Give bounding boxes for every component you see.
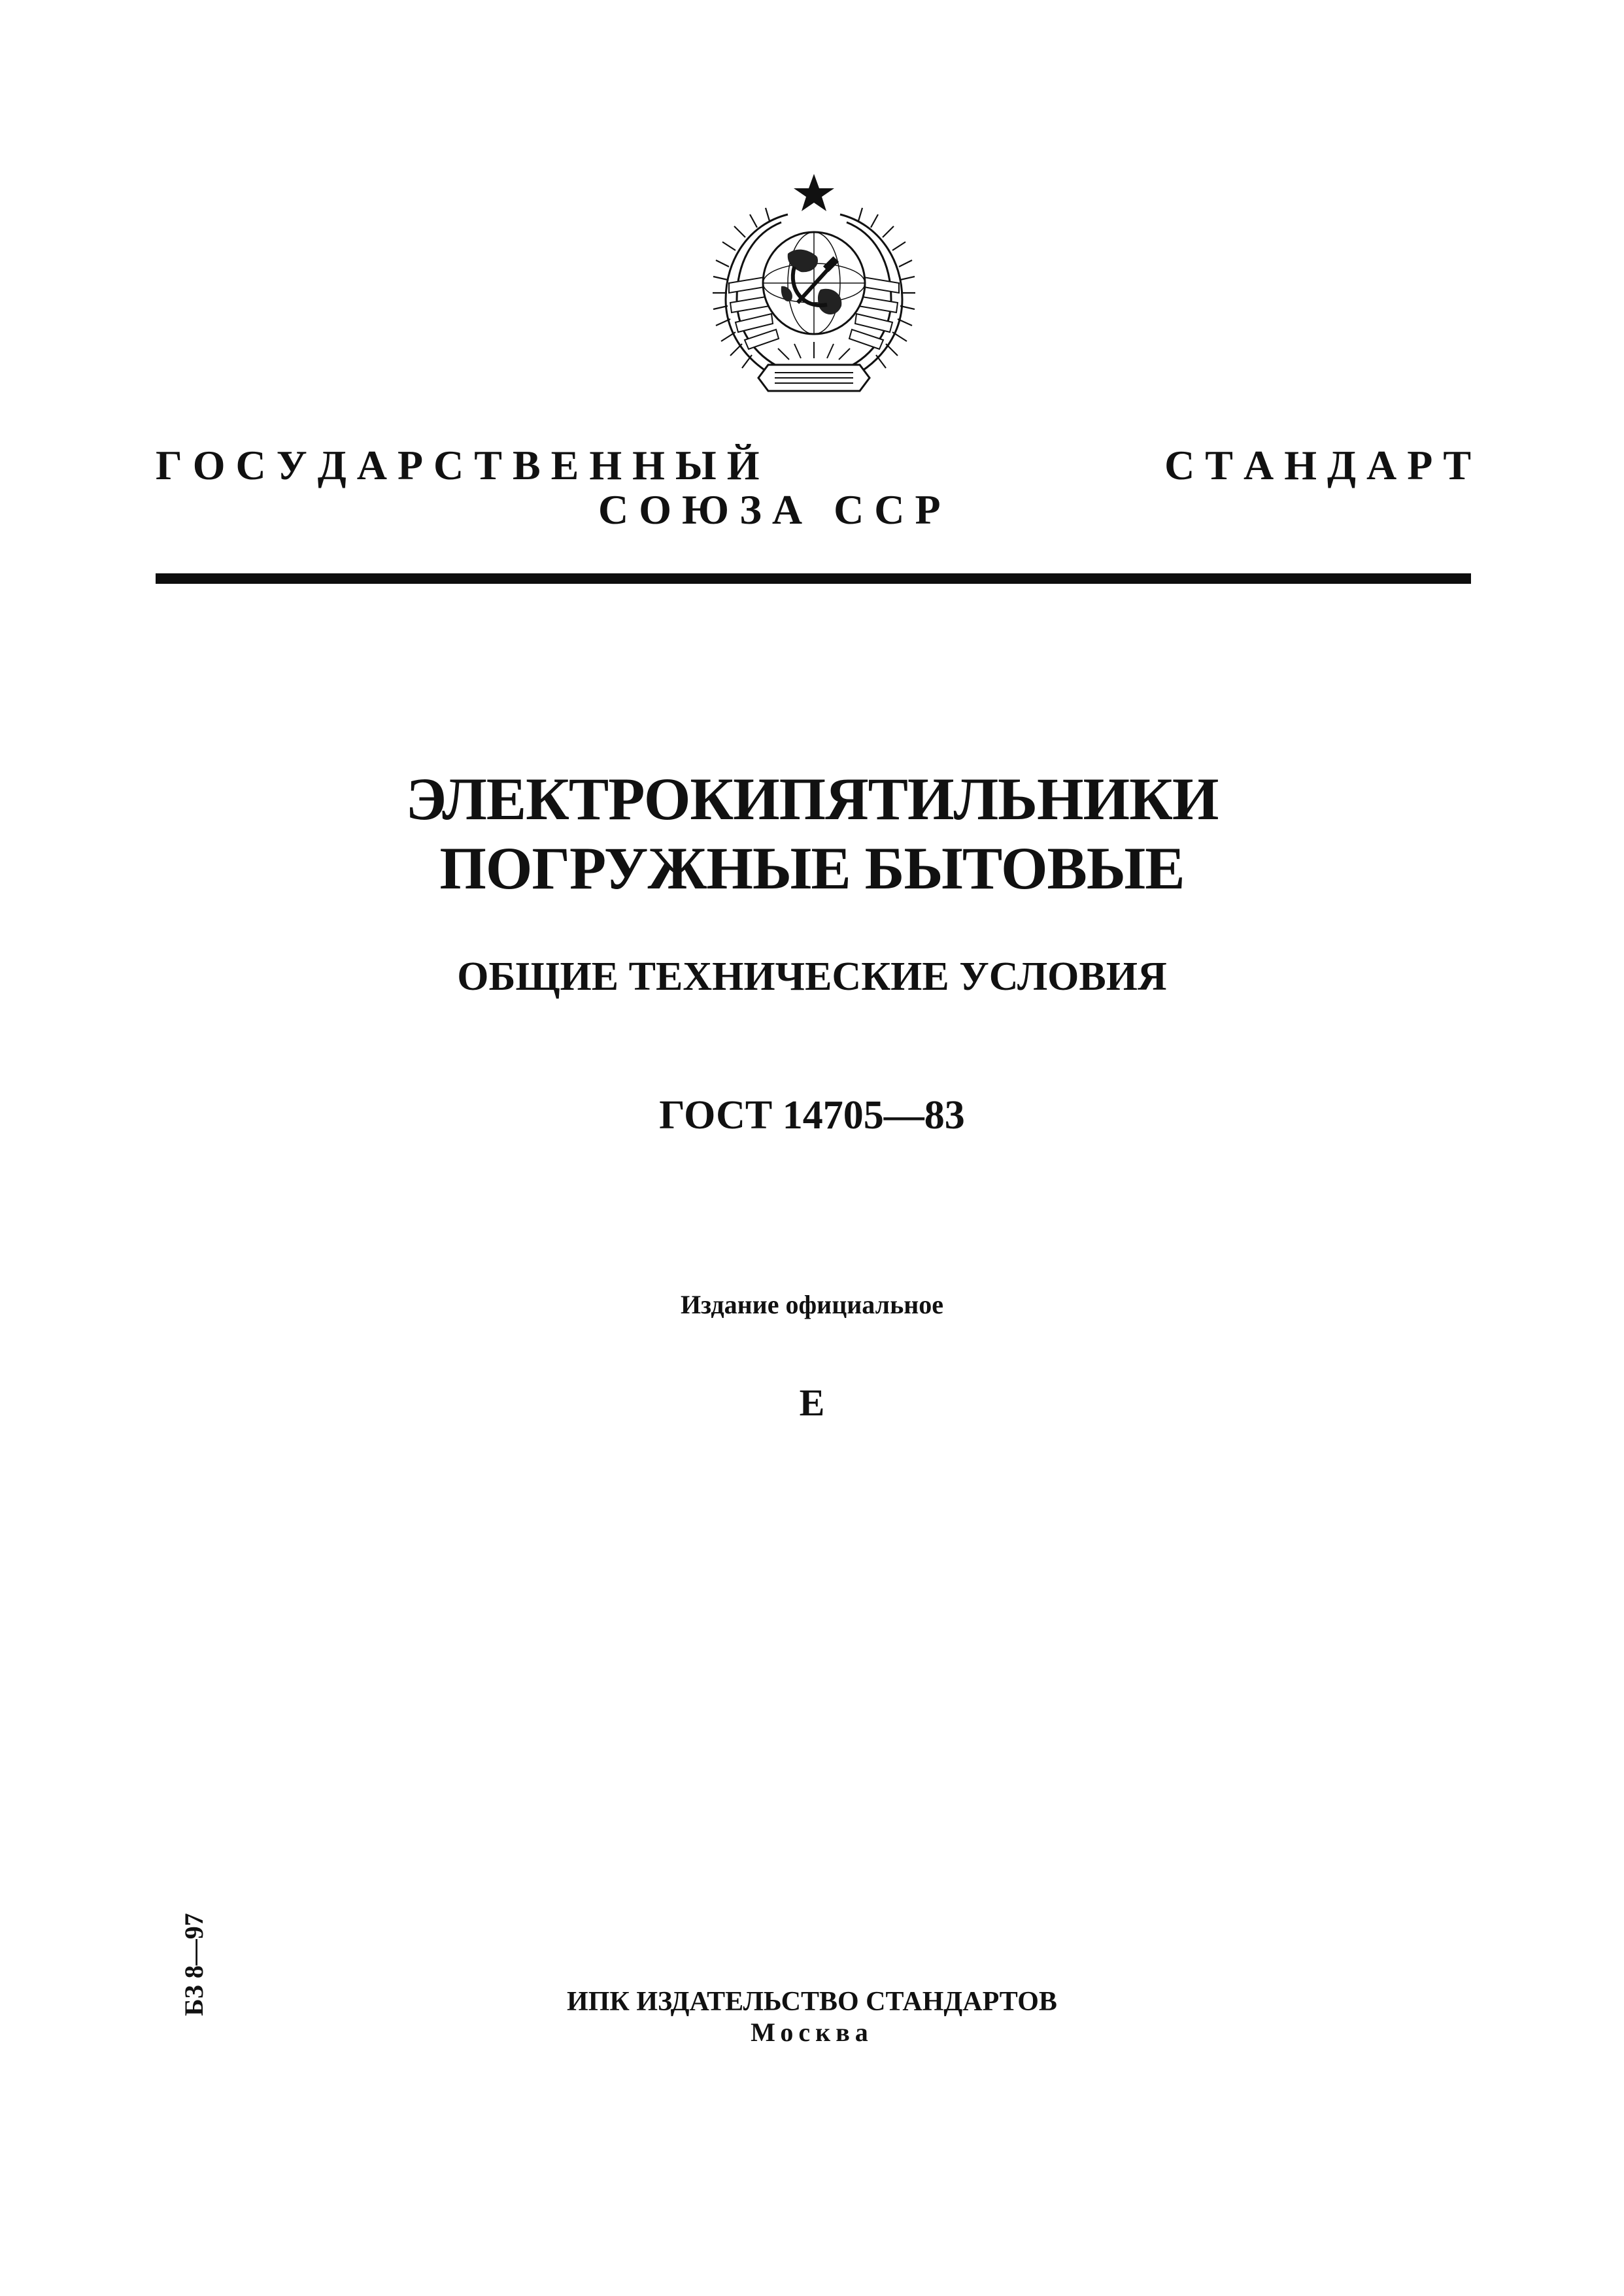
ussr-coat-of-arms-emblem bbox=[690, 169, 938, 411]
document-title-line-2: ПОГРУЖНЫЕ БЫТОВЫЕ bbox=[439, 835, 1185, 902]
publisher-city: Москва bbox=[751, 2017, 873, 2047]
publisher: ИПК ИЗДАТЕЛЬСТВО СТАНДАРТОВ bbox=[567, 1987, 1057, 2017]
horizontal-rule bbox=[156, 573, 1471, 584]
edition-note: Издание официальное bbox=[680, 1290, 944, 1319]
header-word-1: Г О С У Д А Р С Т В Е Н Н Ы Й bbox=[156, 442, 760, 488]
star-icon bbox=[794, 174, 834, 211]
header-line-2-text: С О Ю З А С С Р bbox=[598, 486, 941, 533]
side-code-text: БЗ 8—97 bbox=[179, 1913, 209, 2016]
edition-mark: Е bbox=[799, 1381, 825, 1424]
document-subtitle: ОБЩИЕ ТЕХНИЧЕСКИЕ УСЛОВИЯ bbox=[457, 954, 1167, 999]
document-title-line-1: ЭЛЕКТРОКИПЯТИЛЬНИКИ bbox=[405, 766, 1219, 832]
header-ussr bbox=[598, 486, 1004, 533]
header-word-2: С Т А Н Д А Р Т bbox=[1164, 442, 1471, 488]
standard-number: ГОСТ 14705—83 bbox=[659, 1093, 965, 1138]
header-state-standard bbox=[156, 442, 1471, 488]
